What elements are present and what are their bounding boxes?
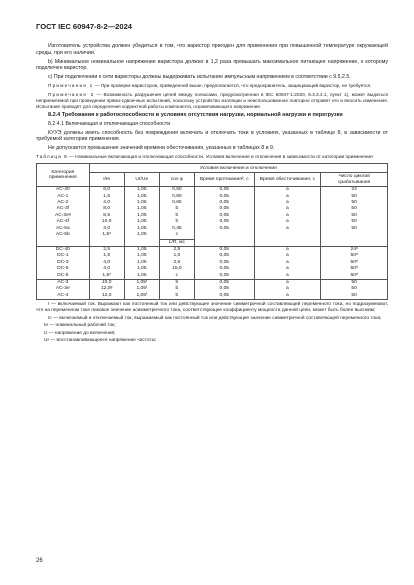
cell-category: DC-1 — [37, 253, 90, 259]
cell-ue: 1,05 — [124, 260, 159, 266]
cell-ue: 1,05 — [124, 206, 159, 212]
cell-cos: 2,5 — [159, 246, 194, 253]
cell-ie: 1,5ᶜ — [89, 232, 124, 239]
cell-on: 0,05 — [194, 200, 254, 206]
cell-ie: 8,5 — [89, 213, 124, 219]
header-ue: Ur/Ue — [124, 173, 159, 187]
cell-off: a — [254, 266, 321, 272]
cell-category: AC-5b — [37, 232, 90, 239]
cell-category: AC-40 — [37, 187, 90, 194]
table-caption-label: Таблица 8 — [36, 155, 68, 161]
page-number: 26 — [36, 558, 43, 564]
cell-cos: b — [159, 213, 194, 219]
cell-off: a — [254, 260, 321, 266]
cell-cos: 0,80 — [159, 194, 194, 200]
paragraph: Изготовитель устройства должен убедиться в том, что варистор пригоден для применения при повышенной температуре окружающей среды, при его наличии. — [36, 43, 388, 56]
table-row — [37, 232, 388, 239]
footnote: I — включаемый ток. Выражают как постоянный ток или действующее значение симметричной составляющей переменного тока, но подразумевают, что на переменном токе пиковое значение асимметричного тока, соответствующее коэффициенту мощности данной цепи, может быть более высоким; — [36, 302, 388, 314]
cell-on: 0,05 — [194, 213, 254, 219]
note-1 — [36, 83, 388, 89]
cell-cos: b — [159, 279, 194, 286]
cell-off: a — [254, 273, 321, 280]
cell-cycles: 50ᵈ — [321, 253, 388, 259]
cell-category: AC-5a — [37, 226, 90, 232]
cell-ie: 1,5 — [89, 194, 124, 200]
cell-ue: 1,05 — [124, 194, 159, 200]
cell-off: a — [254, 253, 321, 259]
cell-category: DC-3 — [37, 260, 90, 266]
table-8 — [36, 163, 388, 300]
cell-ie: 1,5 — [89, 253, 124, 259]
cell-cos: 1,0 — [159, 253, 194, 259]
cell-on: 0,05 — [194, 187, 254, 194]
header-cycles: Число циклов срабатывания — [321, 173, 388, 187]
cell-on — [194, 239, 254, 246]
cell-cycles: 50 — [321, 279, 388, 286]
definition: Ur — восстанавливающееся напряжение частоты; — [44, 338, 157, 344]
cell-ue: 1,05 — [124, 200, 159, 206]
cell-category: AC-3eᵍ — [37, 213, 90, 219]
cell-ue: 1,05 — [124, 253, 159, 259]
cell-off — [254, 232, 321, 239]
cell-cycles: 50ᵈ — [321, 260, 388, 266]
cell-off: a — [254, 206, 321, 212]
cell-off: a — [254, 194, 321, 200]
cell-ie — [89, 239, 124, 246]
cell-ue: 1,05 — [124, 273, 159, 280]
cell-cos: 15,0 — [159, 266, 194, 272]
cell-ue — [124, 239, 159, 246]
cell-ue: 1,05ᶠ — [124, 279, 159, 286]
cell-off: a — [254, 246, 321, 253]
cell-ie: 12,0 — [89, 293, 124, 300]
cell-cycles: 50 — [321, 194, 388, 200]
table-row — [37, 187, 388, 194]
cell-category: AC-3f — [37, 206, 90, 212]
paragraph: Не допускается превышение значений времени обесточивания, указанных в таблицах 8 и 9. — [48, 145, 275, 152]
cell-on: 0,05 — [194, 226, 254, 232]
cell-on: 0,05 — [194, 206, 254, 212]
note-text: — При проверке варисторов, приведенной выше, предполагается, что предохранитель, защищающий варистор, не требуется. — [93, 83, 372, 89]
cell-ie: 10,0 — [89, 219, 124, 225]
cell-on — [194, 232, 254, 239]
table-caption — [36, 155, 388, 161]
cell-ue: 1,05 — [124, 266, 159, 272]
cell-ie: 6,0 — [89, 187, 124, 194]
cell-category: DC-5 — [37, 266, 90, 272]
cell-cycles: 50 — [321, 226, 388, 232]
cell-off: a — [254, 213, 321, 219]
cell-cos: b — [159, 293, 194, 300]
cell-ie: 4,0 — [89, 200, 124, 206]
table-row — [37, 239, 388, 246]
cell-ue: 1,05 — [124, 246, 159, 253]
cell-category: AC-4 — [37, 293, 90, 300]
cell-cos: b — [159, 219, 194, 225]
cell-cycles — [321, 239, 388, 246]
cell-cos: c — [159, 232, 194, 239]
header-ie: I/Ie — [89, 173, 124, 187]
cell-cos: b — [159, 206, 194, 212]
cell-ue: 1,05 — [124, 226, 159, 232]
paragraph: КУУЭ должны иметь способность без повреждения включать и отключать токи в условиях, указанных в таблице 8, в зависимости от требуемой категории применения. — [36, 129, 388, 143]
cell-off: a — [254, 200, 321, 206]
cell-on: 0,05 — [194, 266, 254, 272]
cell-category: DC-6 — [37, 273, 90, 280]
cell-off: a — [254, 226, 321, 232]
cell-on: 0,05 — [194, 293, 254, 300]
table-row — [37, 246, 388, 253]
cell-ie: 10,0 — [89, 279, 124, 286]
cell-on: 0,05 — [194, 279, 254, 286]
table-row — [37, 279, 388, 286]
cell-cycles: 50 — [321, 219, 388, 225]
cell-category: AC-3 — [37, 279, 90, 286]
cell-cycles: 50ᵈ — [321, 273, 388, 280]
cell-cos: 2,5 — [159, 260, 194, 266]
section-heading: 8.2.4 Требования к работоспособности в условиях отсутствия нагрузки, нормальной нагрузки и перегрузки — [48, 111, 343, 118]
definition: Ie — номинальный рабочий ток; — [44, 323, 116, 329]
table-caption-text: — Номинальные включающая и отключающая способности. Условия включения и отключения в зависимости от категории применения — [67, 155, 373, 161]
cell-off: a — [254, 293, 321, 300]
cell-cycles: 50 — [321, 213, 388, 219]
cell-on: 0,05 — [194, 219, 254, 225]
cell-off: a — [254, 187, 321, 194]
header-category: Категория применения — [37, 164, 90, 187]
cell-cycles: 50 — [321, 206, 388, 212]
cell-category: DC-40 — [37, 246, 90, 253]
note-text: — Возможность разрушения цепей между полюсами, предусмотренная в IEC 60947-1:2020, 8.3.3.4.1, пункт 1), может выдаться неприемлемой при проведении прямо-сдвоечных испытаний, поскольку устройство изоляции и неиспользованное повторно отправят его и вносить изменения. Испытание проводят для определения корректной работы компонента, ограничивающего напряжение. — [36, 91, 388, 109]
header-conditions: Условия включения и отключения — [89, 164, 387, 173]
cell-off — [254, 239, 321, 246]
cell-cos: c — [159, 273, 194, 280]
cell-cycles: 50 — [321, 200, 388, 206]
subsection-heading: 8.2.4.1 Включающая и отключающая способности — [48, 120, 171, 127]
cell-ue: 1,05ᶠ — [124, 293, 159, 300]
cell-cos: 0,65 — [159, 200, 194, 206]
cell-ue: 1,05ᶠ — [124, 286, 159, 292]
cell-cos: L/R, мс — [159, 239, 194, 246]
cell-on: 0,05 — [194, 260, 254, 266]
cell-ie: 8,0 — [89, 206, 124, 212]
cell-category: AC-3e — [37, 286, 90, 292]
cell-cycles: 50ᵈ — [321, 266, 388, 272]
note-label: Примечание 2 — [48, 91, 95, 97]
cell-ue: 1,05 — [124, 213, 159, 219]
cell-ie: 4,0 — [89, 266, 124, 272]
cell-cycles — [321, 232, 388, 239]
note-label: Примечание 1 — [48, 83, 94, 89]
cell-ie: 3,0 — [89, 226, 124, 232]
cell-cycles: 50 — [321, 286, 388, 292]
standard-header: ГОСТ IEC 60947-8-2—2024 — [36, 22, 133, 31]
cell-on: 0,05 — [194, 253, 254, 259]
cell-off: a — [254, 279, 321, 286]
cell-on: 0,05 — [194, 194, 254, 200]
cell-on: 0,05 — [194, 273, 254, 280]
paragraph: c) При подключении к сети варисторы должны выдерживать испытание импульсным напряжением в соответствии с 9.5.2.5. — [48, 74, 351, 81]
cell-category — [37, 239, 90, 246]
cell-ue: 1,05 — [124, 232, 159, 239]
paragraph: b) Минимальное номинальное напряжение варистора должно в 1,2 раза превышать максимальное питающее напряжение, к которому подключен варистор. — [36, 58, 388, 72]
cell-category: AC-1 — [37, 194, 90, 200]
table-row — [37, 273, 388, 280]
cell-ue: 1,05 — [124, 187, 159, 194]
cell-cycles: 24ᵈ — [321, 246, 388, 253]
table-row — [37, 293, 388, 300]
header-off-time: Время обесточивания, с — [254, 173, 321, 187]
cell-cycles: 50 — [321, 293, 388, 300]
cell-ie: 1,5ᶜ — [89, 273, 124, 280]
cell-off: a — [254, 286, 321, 292]
definition: U — напряжение до включения; — [44, 330, 116, 336]
cell-on: 0,05 — [194, 286, 254, 292]
cell-ie: 2,5 — [89, 246, 124, 253]
header-cos: cos φ — [159, 173, 194, 187]
cell-category: AC-4f — [37, 219, 90, 225]
cell-on: 0,05 — [194, 246, 254, 253]
table-footnotes — [36, 302, 388, 344]
footnote: Iс — включаемый и отключаемый ток, выражаемый как постоянный ток или действующее значение симметричной составляющей переменного тока; — [48, 315, 382, 321]
cell-cos: 0,50 — [159, 187, 194, 194]
cell-cos: 0,45 — [159, 226, 194, 232]
cell-cycles: 24 — [321, 187, 388, 194]
cell-off: a — [254, 219, 321, 225]
header-on-time: Время протекания², с — [194, 173, 254, 187]
cell-ie: 12,0ᵍ — [89, 286, 124, 292]
note-2 — [36, 92, 388, 110]
cell-cos: b — [159, 286, 194, 292]
cell-ie: 4,0 — [89, 260, 124, 266]
cell-category: AC-2 — [37, 200, 90, 206]
cell-ue: 1,05 — [124, 219, 159, 225]
